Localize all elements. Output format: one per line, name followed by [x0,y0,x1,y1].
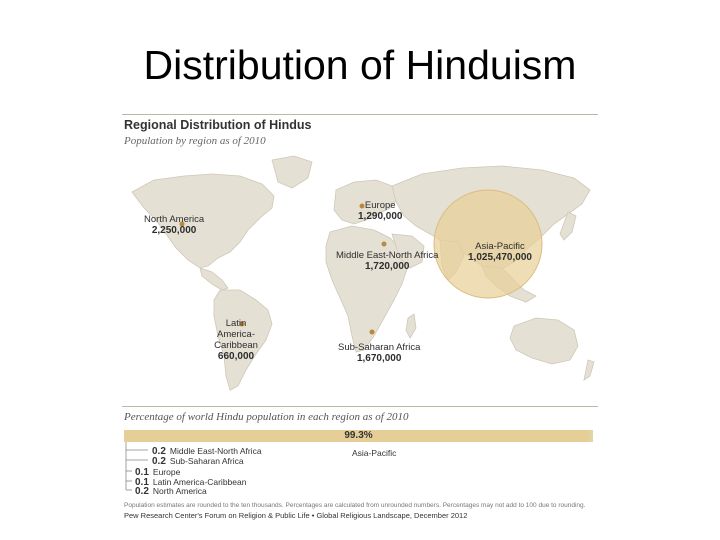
legend-value: 0.1 [135,467,149,478]
region-name: Asia-Pacific [475,241,525,252]
madagascar-shape [406,314,416,338]
legend-row [152,456,244,466]
legend-value: 0.2 [135,486,149,497]
new-zealand-shape [584,360,594,380]
label-latin-america-caribbean [206,318,266,362]
legend-value: 0.1 [135,477,149,488]
region-name: Latin America-Caribbean [214,318,258,351]
region-population: 1,720,000 [364,261,410,272]
legend-label: Europe [152,467,181,477]
region-name: North America [144,214,205,225]
chart-title: Percentage of world Hindu population in each region as of 2010 [124,411,409,423]
legend-label: North America [152,486,207,496]
legend-row [152,446,262,456]
australia-shape [510,318,578,364]
label-asia-pacific [468,241,532,263]
top-rule [122,114,598,115]
footnote: Population estimates are rounded to the ten thousands. Percentages are calculated from unrounded numbers. Percentages may not add to 100 due to rounding. [124,502,586,509]
region-population: 2,250,000 [151,225,197,236]
label-sub-saharan-africa [338,342,420,364]
figure-title: Regional Distribution of Hindus [124,118,312,132]
figure-subtitle: Population by region as of 2010 [124,135,266,147]
world-map [122,150,598,400]
legend-value: 0.2 [152,456,166,467]
source-credit: Pew Research Center's Forum on Religion & Public Life • Global Religious Landscape, December 2012 [124,511,468,520]
asia-pacific-bar-label: Asia-Pacific [352,448,397,458]
legend-label: Sub-Saharan Africa [169,456,244,466]
percentage-bar [124,430,593,442]
section-rule [122,406,598,407]
middle-east-marker [382,242,387,247]
label-north-america [144,214,204,236]
greenland-shape [272,156,312,188]
legend-row [135,467,180,477]
sub-saharan-marker [370,330,375,335]
region-population: 660,000 [217,351,255,362]
region-name: Middle East-North Africa [336,250,439,261]
central-america-shape [200,268,228,290]
legend-label: Middle East-North Africa [169,446,262,456]
legend-value: 0.2 [152,446,166,457]
legend-row [135,486,207,496]
region-population: 1,670,000 [356,353,402,364]
region-population: 1,025,470,000 [468,252,532,263]
region-name: Sub-Saharan Africa [338,342,421,353]
region-population: 1,290,000 [358,211,403,222]
slide-title: Distribution of Hinduism [143,42,577,88]
label-middle-east-north-africa [336,250,438,272]
label-europe [358,200,403,222]
legend-label: Latin America-Caribbean [152,477,247,487]
asia-pacific-pct-label: 99.3% [344,430,373,441]
region-name: Europe [364,200,396,211]
